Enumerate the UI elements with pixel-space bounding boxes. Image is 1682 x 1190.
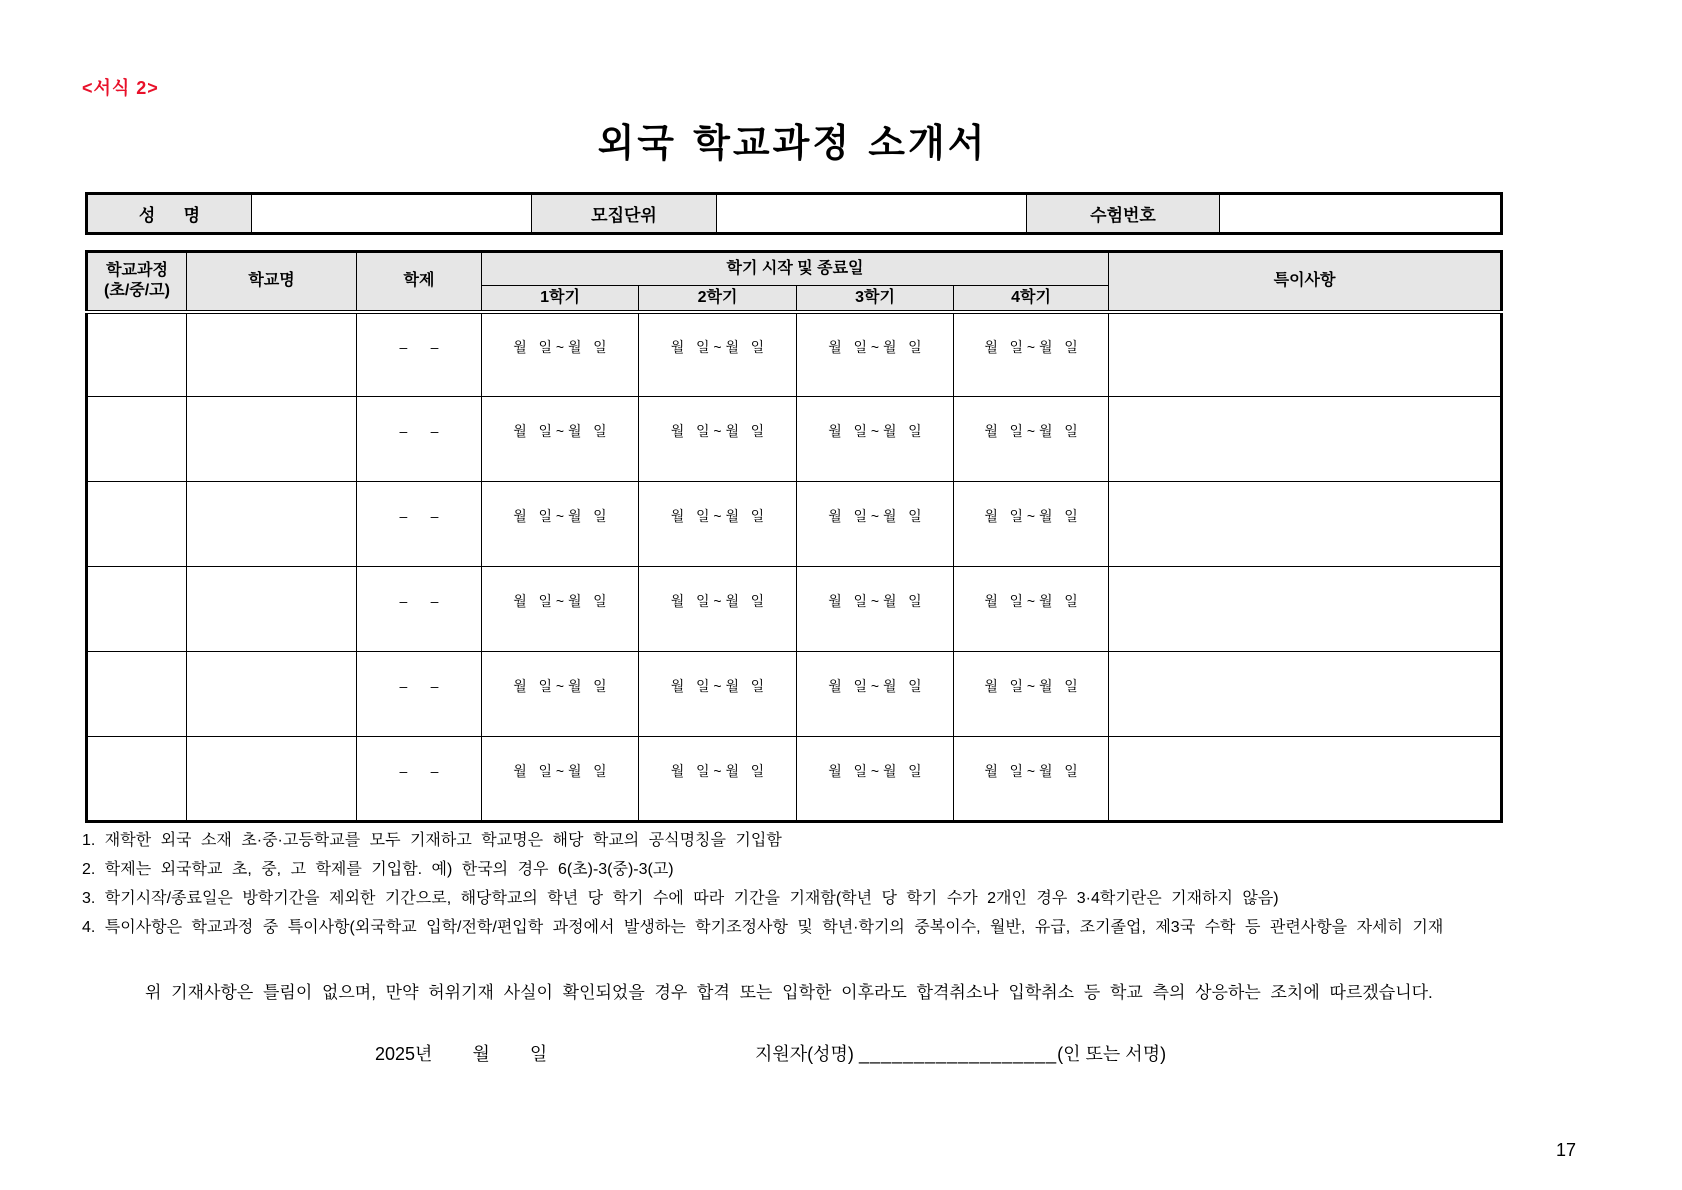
- cell-semester-2: 월 일 ~ 월 일: [639, 737, 797, 822]
- header-course-line1: 학교과정: [106, 262, 168, 280]
- cell-semester-1: 월 일 ~ 월 일: [482, 397, 639, 482]
- table-row: [87, 397, 1502, 482]
- header-notes: 특이사항: [1109, 252, 1502, 312]
- cell-school-name: [187, 652, 357, 737]
- cell-school-name: [187, 482, 357, 567]
- cell-school-system: – –: [357, 482, 482, 567]
- admission-unit-label: 모집단위: [532, 194, 717, 234]
- header-semester-1: 1학기: [482, 286, 639, 312]
- cell-semester-4: 월 일 ~ 월 일: [954, 312, 1109, 397]
- footnote-2: 2. 학제는 외국학교 초, 중, 고 학제를 기입함. 예) 한국의 경우 6(초)-3(중)-3(고): [82, 861, 674, 878]
- cell-semester-1: 월 일 ~ 월 일: [482, 737, 639, 822]
- cell-notes: [1109, 737, 1502, 822]
- header-semester-3: 3학기: [797, 286, 954, 312]
- cell-notes: [1109, 567, 1502, 652]
- page-number: 17: [1556, 1140, 1577, 1160]
- footnote-4: 4. 특이사항은 학교과정 중 특이사항(외국학교 입학/전학/편입학 과정에서 발생하는 학기조정사항 및 학년·학기의 중복이수, 월반, 유급, 조기졸업, 제3국 수학 등 관련사항을 자세히 기재: [82, 919, 1444, 936]
- table-row: [87, 567, 1502, 652]
- exam-number-field: [1220, 194, 1502, 234]
- footnote-1: 1. 재학한 외국 소재 초·중·고등학교를 모두 기재하고 학교명은 해당 학교의 공식명칭을 기입함: [82, 832, 782, 849]
- cell-semester-4: 월 일 ~ 월 일: [954, 482, 1109, 567]
- table-row: [87, 737, 1502, 822]
- cell-semester-3: 월 일 ~ 월 일: [797, 567, 954, 652]
- cell-school-system: – –: [357, 312, 482, 397]
- header-semester-4: 4학기: [954, 286, 1109, 312]
- applicant-name-label: 지원자(성명): [755, 1044, 859, 1064]
- cell-school-name: [187, 397, 357, 482]
- cell-course: [87, 397, 187, 482]
- header-row-1: [87, 252, 1502, 286]
- cell-semester-2: 월 일 ~ 월 일: [639, 567, 797, 652]
- cell-school-system: – –: [357, 737, 482, 822]
- cell-course: [87, 312, 187, 397]
- cell-semester-1: 월 일 ~ 월 일: [482, 312, 639, 397]
- applicant-info-row: [87, 194, 1502, 234]
- signature-date: 2025년 월 일: [375, 1044, 548, 1064]
- signature-underline: __________________: [858, 1044, 1058, 1064]
- cell-semester-4: 월 일 ~ 월 일: [954, 652, 1109, 737]
- declaration-text: 위 기재사항은 틀림이 없으며, 만약 허위기재 사실이 확인되었을 경우 합격 또는 입학한 이후라도 합격취소나 입학취소 등 학교 측의 상응하는 조치에 따르겠습니다.: [145, 983, 1433, 1002]
- cell-course: [87, 652, 187, 737]
- header-semester-group: 학기 시작 및 종료일: [482, 252, 1109, 286]
- cell-semester-1: 월 일 ~ 월 일: [482, 652, 639, 737]
- table-row: [87, 312, 1502, 397]
- cell-notes: [1109, 482, 1502, 567]
- cell-course: [87, 482, 187, 567]
- cell-notes: [1109, 397, 1502, 482]
- cell-semester-2: 월 일 ~ 월 일: [639, 312, 797, 397]
- admission-unit-field: [717, 194, 1027, 234]
- cell-semester-4: 월 일 ~ 월 일: [954, 567, 1109, 652]
- cell-school-name: [187, 737, 357, 822]
- header-school-system: 학제: [357, 252, 482, 312]
- cell-course: [87, 567, 187, 652]
- cell-semester-1: 월 일 ~ 월 일: [482, 482, 639, 567]
- applicant-signature: [755, 1040, 1166, 1066]
- table-row: [87, 652, 1502, 737]
- cell-semester-4: 월 일 ~ 월 일: [954, 397, 1109, 482]
- page-title: 외국 학교과정 소개서: [597, 121, 988, 165]
- form-number-label: <서식 2>: [82, 78, 159, 98]
- cell-course: [87, 737, 187, 822]
- cell-school-system: – –: [357, 397, 482, 482]
- cell-semester-3: 월 일 ~ 월 일: [797, 397, 954, 482]
- cell-semester-3: 월 일 ~ 월 일: [797, 652, 954, 737]
- applicant-info-table: [85, 192, 1503, 235]
- name-field: [252, 194, 532, 234]
- cell-semester-4: 월 일 ~ 월 일: [954, 737, 1109, 822]
- footnotes-list: [82, 826, 1512, 942]
- cell-school-name: [187, 567, 357, 652]
- header-semester-2: 2학기: [639, 286, 797, 312]
- cell-semester-2: 월 일 ~ 월 일: [639, 652, 797, 737]
- school-course-table: [85, 250, 1503, 823]
- cell-school-system: – –: [357, 567, 482, 652]
- cell-notes: [1109, 652, 1502, 737]
- table-row: [87, 482, 1502, 567]
- name-label: 성 명: [87, 194, 252, 234]
- cell-notes: [1109, 312, 1502, 397]
- signature-suffix: (인 또는 서명): [1057, 1044, 1167, 1064]
- header-course: [87, 252, 187, 312]
- exam-number-label: 수험번호: [1027, 194, 1220, 234]
- header-school-name: 학교명: [187, 252, 357, 312]
- cell-semester-3: 월 일 ~ 월 일: [797, 737, 954, 822]
- cell-semester-3: 월 일 ~ 월 일: [797, 312, 954, 397]
- header-course-line2: (초/중/고): [104, 282, 170, 300]
- footnote-3: 3. 학기시작/종료일은 방학기간을 제외한 기간으로, 해당학교의 학년 당 학기 수에 따라 기간을 기재함(학년 당 학기 수가 2개인 경우 3·4학기란은 기재하지 않음): [82, 890, 1279, 907]
- cell-semester-2: 월 일 ~ 월 일: [639, 482, 797, 567]
- cell-semester-2: 월 일 ~ 월 일: [639, 397, 797, 482]
- form-content: [82, 0, 1500, 1190]
- cell-semester-1: 월 일 ~ 월 일: [482, 567, 639, 652]
- cell-school-name: [187, 312, 357, 397]
- cell-semester-3: 월 일 ~ 월 일: [797, 482, 954, 567]
- cell-school-system: – –: [357, 652, 482, 737]
